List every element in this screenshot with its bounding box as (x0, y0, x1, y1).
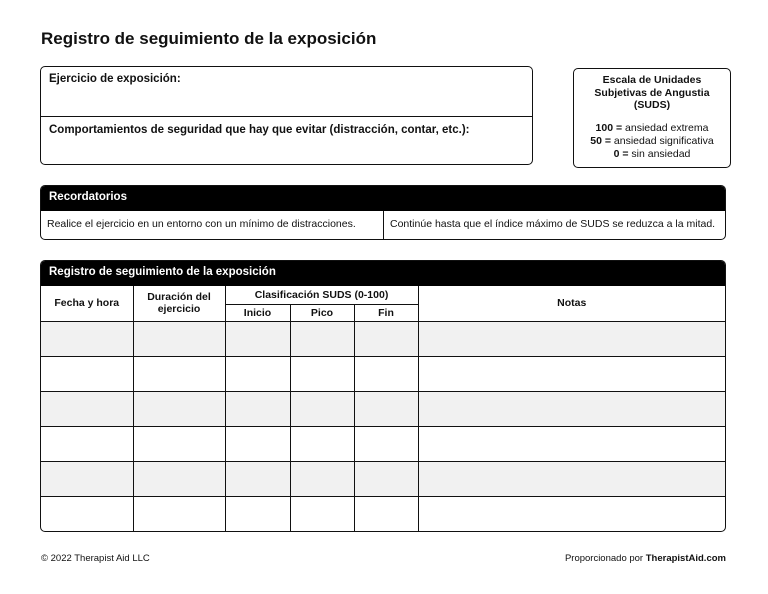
suds-end-cell[interactable] (354, 391, 418, 426)
exposure-log (40, 260, 726, 532)
duration-cell[interactable] (133, 391, 225, 426)
duration-cell[interactable] (133, 321, 225, 356)
notes-cell[interactable] (418, 356, 725, 391)
duration-cell[interactable] (133, 426, 225, 461)
table-row (41, 496, 725, 531)
copyright: © 2022 Therapist Aid LLC (41, 553, 150, 564)
suds-peak-cell[interactable] (290, 391, 354, 426)
date-cell[interactable] (41, 356, 133, 391)
suds-peak-cell[interactable] (290, 356, 354, 391)
suds-scale (574, 122, 730, 161)
provided-by: Proporcionado por TherapistAid.com (564, 553, 726, 564)
reminder-item: Continúe hasta que el índice máximo de SUDS se reduzca a la mitad. (390, 218, 716, 230)
notes-cell[interactable] (418, 391, 725, 426)
suds-level-50: 50 = ansiedad significativa (590, 134, 714, 147)
suds-peak-cell[interactable] (290, 321, 354, 356)
suds-end-cell[interactable] (354, 496, 418, 531)
date-cell[interactable] (41, 391, 133, 426)
table-row (41, 321, 725, 356)
suds-start-cell[interactable] (225, 461, 290, 496)
log-header: Registro de seguimiento de la exposición (41, 261, 725, 286)
duration-cell[interactable] (133, 356, 225, 391)
reminders-box (40, 185, 726, 240)
safety-behaviors-label: Comportamientos de seguridad que hay que evitar (distracción, contar, etc.): (49, 124, 470, 136)
safety-behaviors-field[interactable] (41, 117, 532, 143)
col-notes-header: Notas (418, 286, 725, 321)
suds-level-0: 0 = sin ansiedad (613, 147, 691, 160)
duration-cell[interactable] (133, 496, 225, 531)
exercise-label: Ejercicio de exposición: (49, 73, 181, 85)
date-cell[interactable] (41, 321, 133, 356)
suds-start-cell[interactable] (225, 321, 290, 356)
date-cell[interactable] (41, 426, 133, 461)
notes-cell[interactable] (418, 321, 725, 356)
suds-end-cell[interactable] (354, 461, 418, 496)
col-end-header: Fin (354, 304, 418, 321)
suds-start-cell[interactable] (225, 356, 290, 391)
col-suds-header: Clasificación SUDS (0-100) (225, 286, 418, 304)
exercise-field[interactable] (41, 67, 532, 117)
suds-title: Escala de Unidades Subjetivas de Angustia (SUDS) (594, 74, 710, 111)
page-title: Registro de seguimiento de la exposición (41, 29, 377, 48)
suds-peak-cell[interactable] (290, 496, 354, 531)
suds-end-cell[interactable] (354, 321, 418, 356)
col-duration-header: Duración del ejercicio (133, 286, 225, 321)
col-start-header: Inicio (225, 304, 290, 321)
suds-start-cell[interactable] (225, 426, 290, 461)
date-cell[interactable] (41, 496, 133, 531)
suds-level-100: 100 = ansiedad extrema (595, 121, 709, 134)
notes-cell[interactable] (418, 426, 725, 461)
col-peak-header: Pico (290, 304, 354, 321)
table-row (41, 426, 725, 461)
reminders-header: Recordatorios (41, 186, 725, 211)
col-date-header: Fecha y hora (41, 286, 133, 321)
suds-peak-cell[interactable] (290, 461, 354, 496)
reminder-item: Realice el ejercicio en un entorno con un mínimo de distracciones. (41, 211, 384, 239)
log-table (41, 286, 725, 531)
suds-peak-cell[interactable] (290, 426, 354, 461)
suds-start-cell[interactable] (225, 496, 290, 531)
suds-end-cell[interactable] (354, 426, 418, 461)
suds-scale-box (573, 68, 731, 168)
suds-start-cell[interactable] (225, 391, 290, 426)
duration-cell[interactable] (133, 461, 225, 496)
table-row (41, 461, 725, 496)
table-row (41, 391, 725, 426)
suds-end-cell[interactable] (354, 356, 418, 391)
notes-cell[interactable] (418, 496, 725, 531)
notes-cell[interactable] (418, 461, 725, 496)
exercise-box (40, 66, 533, 165)
brand-link[interactable]: TherapistAid.com (645, 553, 726, 564)
table-row (41, 356, 725, 391)
date-cell[interactable] (41, 461, 133, 496)
